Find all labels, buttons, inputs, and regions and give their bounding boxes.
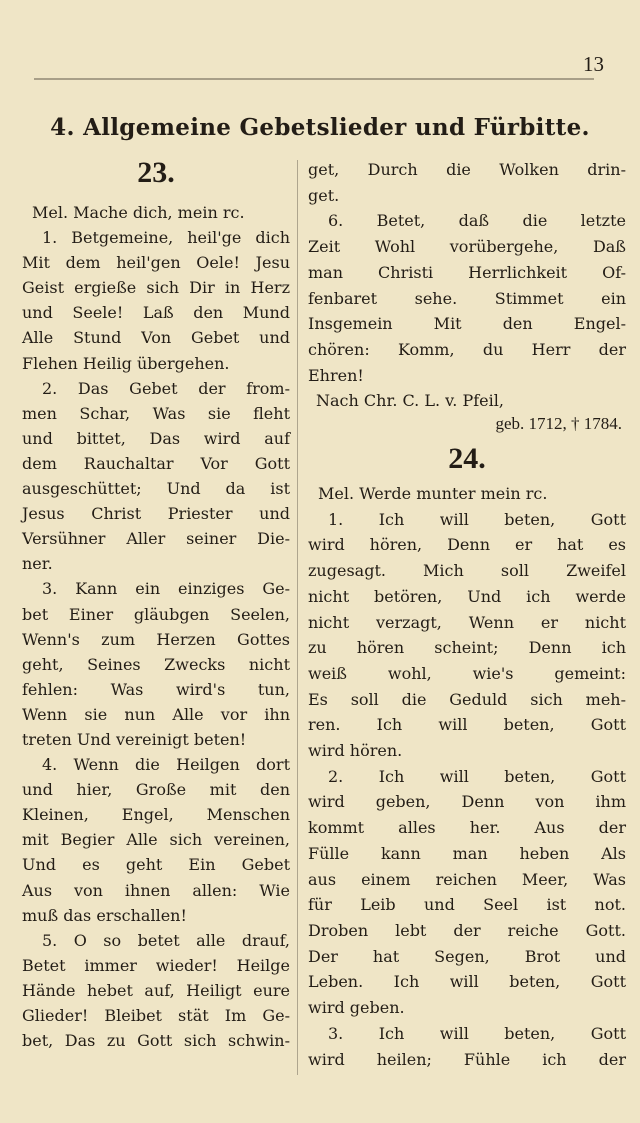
- stanza: [308, 507, 626, 764]
- text-line: und Seele! Laß den Mund: [22, 303, 290, 323]
- hymn-number: 23.: [137, 156, 175, 189]
- text-line: kommt alles her. Aus der: [308, 818, 626, 838]
- text-line: Jesus Christ Priester und: [22, 504, 290, 524]
- text-line: für Leib und Seel ist not.: [308, 895, 626, 915]
- stanza: [308, 1021, 626, 1072]
- text-line: Alle Stund Von Gebet und: [22, 328, 290, 348]
- text-line: Fülle kann man heben Als: [308, 843, 626, 863]
- text-line: 4. Wenn die Heilgen dort: [42, 755, 290, 775]
- text-line: Und es geht Ein Gebet: [22, 855, 290, 875]
- hymn-23-continuation: [308, 157, 626, 388]
- stanza: [308, 157, 626, 208]
- text-line: 6. Betet, daß die letzte: [328, 211, 626, 231]
- text-line: Es soll die Geduld sich meh-: [308, 689, 626, 709]
- text-line: dem Rauchaltar Vor Gott: [22, 453, 290, 473]
- text-line: Kleinen, Engel, Menschen: [22, 805, 290, 825]
- text-line: get, Durch die Wolken drin-: [308, 160, 626, 179]
- stanza: [22, 225, 290, 376]
- text-line: Aus von ihnen allen: Wie: [22, 880, 290, 900]
- text-line: Flehen Heilig übergehen.: [22, 353, 230, 373]
- text-line: bet Einer gläubgen Seelen,: [22, 604, 290, 624]
- stanza: [22, 928, 290, 1053]
- text-line: Der hat Segen, Brot und: [308, 946, 626, 966]
- text-line: chören: Komm, du Herr der: [308, 339, 626, 359]
- text-line: ausgeschüttet; Und da ist: [22, 479, 290, 499]
- text-line: Versühner Aller seiner Die-: [22, 529, 290, 549]
- author-attribution: Nach Chr. C. L. v. Pfeil,: [316, 391, 504, 411]
- text-line: 3. Kann ein einziges Ge-: [42, 579, 290, 599]
- melody-line: Mel. Mache dich, mein rc.: [32, 203, 245, 222]
- text-line: und hier, Große mit den: [22, 780, 290, 800]
- hymn-23-header: [22, 156, 290, 190]
- melody-line: Mel. Werde munter mein rc.: [318, 484, 548, 504]
- text-line: Leben. Ich will beten, Gott: [308, 972, 626, 992]
- stanza: [22, 576, 290, 752]
- page-number: 13: [583, 52, 604, 76]
- text-line: Ehren!: [308, 365, 364, 385]
- author-dates: geb. 1712, † 1784.: [495, 414, 622, 434]
- text-line: 1. Ich will beten, Gott: [328, 509, 626, 529]
- text-line: wird heilen; Fühle ich der: [308, 1049, 626, 1069]
- text-line: 1. Betgemeine, heil'ge dich: [42, 228, 290, 248]
- text-line: Insgemein Mit den Engel-: [308, 314, 626, 334]
- text-line: zu hören scheint; Denn ich: [308, 638, 626, 658]
- stanza: [308, 764, 626, 1021]
- text-line: wird geben.: [308, 998, 405, 1018]
- header-rule: [34, 78, 594, 80]
- section-title: 4. Allgemeine Gebetslieder und Fürbitte.: [50, 114, 590, 141]
- text-line: fehlen: Was wird's tun,: [22, 679, 290, 699]
- text-line: men Schar, Was sie fleht: [22, 403, 290, 423]
- hymn-number: 24.: [448, 442, 486, 476]
- text-line: get.: [308, 185, 340, 205]
- text-line: fenbaret sehe. Stimmet ein: [308, 288, 626, 308]
- text-line: ren. Ich will beten, Gott: [308, 715, 626, 735]
- text-line: Betet immer wieder! Heilge: [22, 955, 290, 975]
- text-line: Geist ergieße sich Dir in Herz: [22, 278, 290, 298]
- text-line: Wenn's zum Herzen Gottes: [22, 629, 290, 649]
- stanza: [22, 376, 290, 577]
- text-line: Glieder! Bleibet stät Im Ge-: [22, 1006, 290, 1025]
- stanza: [308, 208, 626, 388]
- text-line: Mit dem heil'gen Oele! Jesu: [22, 253, 290, 273]
- text-line: mit Begier Alle sich vereinen,: [22, 830, 290, 850]
- text-line: weiß wohl, wie's gemeint:: [308, 663, 626, 683]
- hymn-24-stanzas: [308, 507, 626, 1072]
- text-line: wird hören.: [308, 741, 403, 761]
- text-line: geht, Seines Zwecks nicht: [22, 654, 290, 674]
- text-line: nicht betören, Und ich werde: [308, 586, 626, 606]
- text-line: zugesagt. Mich soll Zweifel: [308, 561, 626, 581]
- text-line: wird geben, Denn von ihm: [308, 792, 626, 812]
- text-line: und bittet, Das wird auf: [22, 428, 290, 448]
- text-line: nicht verzagt, Wenn er nicht: [308, 612, 626, 632]
- text-line: 5. O so betet alle drauf,: [42, 930, 290, 950]
- text-line: wird hören, Denn er hat es: [308, 535, 626, 555]
- text-line: Droben lebt der reiche Gott.: [308, 920, 626, 940]
- text-line: ner.: [22, 554, 53, 574]
- column-divider: [297, 160, 298, 1075]
- text-line: treten Und vereinigt beten!: [22, 729, 247, 749]
- text-line: 3. Ich will beten, Gott: [328, 1023, 626, 1043]
- text-line: Zeit Wohl vorübergehe, Daß: [308, 237, 626, 257]
- text-line: 2. Ich will beten, Gott: [328, 766, 626, 786]
- hymn-23-stanzas: [22, 225, 290, 1053]
- text-line: muß das erschallen!: [22, 905, 187, 925]
- left-column: [22, 200, 290, 1053]
- text-line: man Christi Herrlichkeit Of-: [308, 262, 626, 282]
- text-line: Hände hebet auf, Heiligt eure: [22, 980, 290, 1000]
- text-line: bet, Das zu Gott sich schwin-: [22, 1031, 290, 1051]
- text-line: Wenn sie nun Alle vor ihn: [22, 704, 290, 724]
- text-line: aus einem reichen Meer, Was: [308, 869, 626, 889]
- stanza: [22, 752, 290, 928]
- right-column: [308, 157, 626, 1072]
- text-line: 2. Das Gebet der from-: [42, 378, 290, 398]
